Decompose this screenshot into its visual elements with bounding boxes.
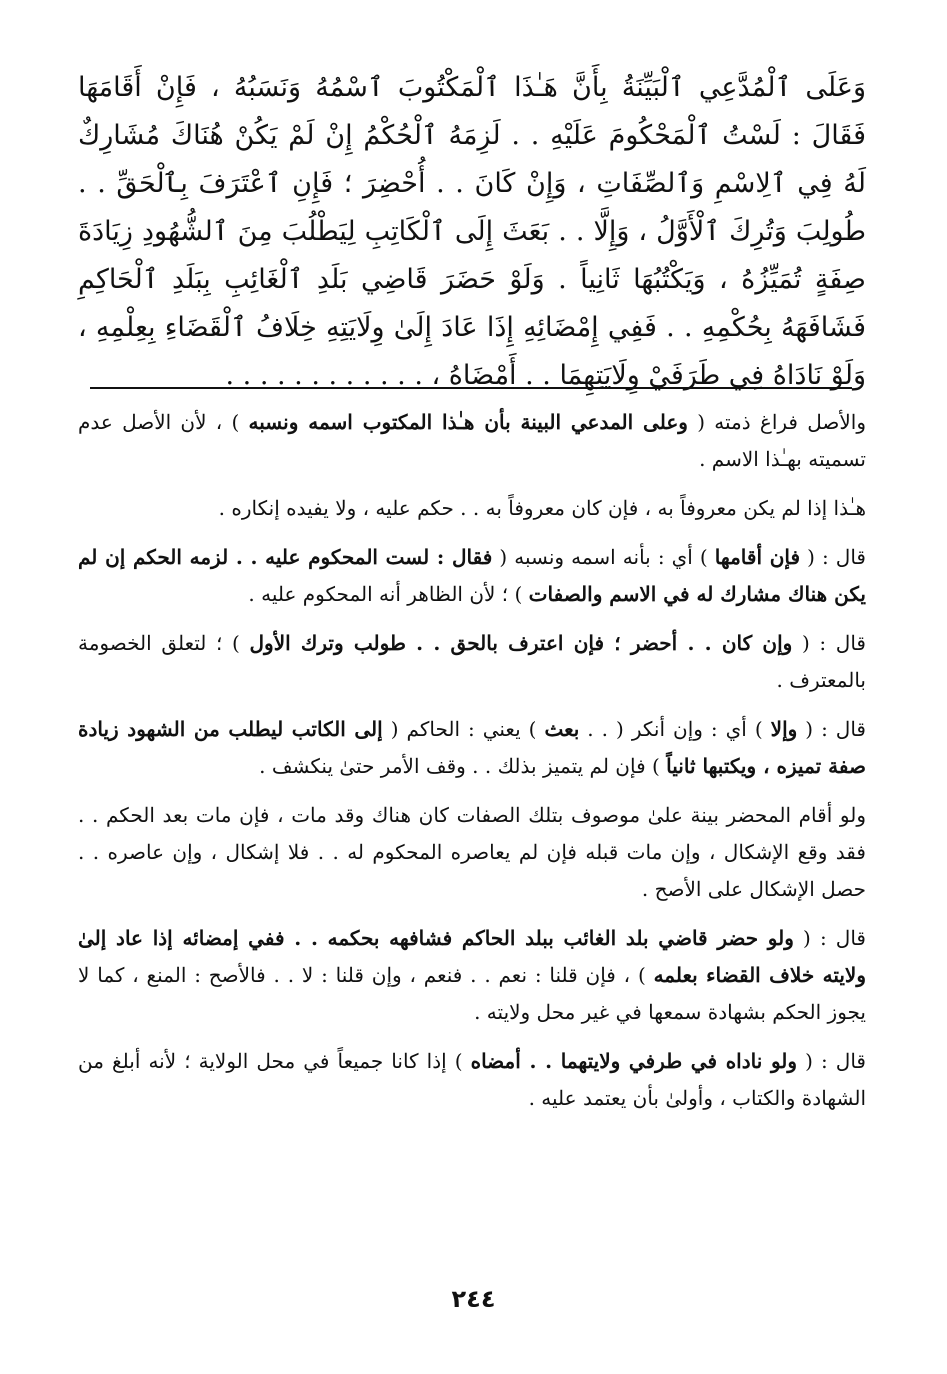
quoted-matn-text: وإلا (770, 717, 798, 741)
commentary-paragraph (78, 797, 866, 908)
commentary-text: ) إذا كانا جميعاً في محل الولاية ؛ لأنه أبلغ من الشهادة والكتاب ، وأولىٰ بأن يعتمد عليه . (78, 1049, 866, 1110)
commentary-text: هـٰذا إذا لم يكن معروفاً به ، فإن كان معروفاً به . . حكم عليه ، ولا يفيده إنكاره . (218, 496, 866, 520)
commentary-text: ) ، فإن قلنا : نعم . . فنعم ، وإن قلنا : لا . . فالأصح : المنع ، كما لا يجوز الحكم بشهادة سمعها في غير محل ولايته . (78, 963, 866, 1024)
quoted-matn-text: فإن أقامها (714, 545, 801, 569)
commentary-text: قال : ( (797, 1049, 866, 1073)
quoted-matn-text: وعلى المدعي البينة بأن هـٰذا المكتوب اسمه ونسبه (248, 410, 688, 434)
quoted-matn-text: وإن كان . . أحضر ؛ فإن اعترف بالحق . . طولب وترك الأول (249, 631, 793, 655)
quoted-matn-text: بعث (544, 717, 580, 741)
quoted-matn-text: ولو حضر قاضي بلد الغائب ببلد الحاكم فشافهه بحكمه . . ففي إمضائه إذا عاد إلىٰ ولايته خلاف القضاء بعلمه (78, 926, 866, 987)
commentary-paragraph (78, 539, 866, 613)
footnote-divider (90, 387, 852, 389)
commentary-paragraph (78, 1043, 866, 1117)
commentary-text: ولو أقام المحضر بينة علىٰ موصوف بتلك الصفات كان هناك وقد مات ، فإن مات بعد الحكم . . فقد وقع الإشكال ، وإن مات قبله فإن لم يعاصره المحكوم له . . فلا إشكال ، وإن عاصره . . حصل الإشكال على الأصح . (78, 803, 866, 901)
page-number: ٢٤٤ (451, 1285, 496, 1313)
quoted-matn-text: إلى الكاتب ليطلب من الشهود زيادة صفة تميزه ، ويكتبها ثانياً (78, 717, 866, 778)
quoted-matn-text: ولو ناداه في طرفي ولايتهما . . أمضاه (470, 1049, 798, 1073)
commentary-paragraph (78, 490, 866, 527)
commentary-text: قال : ( (797, 717, 866, 741)
commentary-text: والأصل فراغ ذمته ( (687, 410, 866, 434)
commentary-text: قال : ( (792, 631, 866, 655)
commentary-text: ) فإن لم يتميز بذلك . . وقف الأمر حتىٰ ينكشف . (259, 754, 667, 778)
commentary-text: ) ؛ لتعلق الخصومة بالمعترف . (78, 631, 866, 692)
commentary-paragraph (78, 625, 866, 699)
commentary-text: ) يعني : الحاكم ( (382, 717, 545, 741)
commentary-text: قال : ( (793, 926, 866, 950)
commentary-text: ) أي : وإن أنكر ( . . (579, 717, 771, 741)
sharh-commentary (78, 404, 866, 1129)
matn-text (78, 64, 866, 400)
commentary-paragraph (78, 711, 866, 785)
commentary-text: ) ، لأن الأصل عدم تسميته بهـٰذا الاسم . (78, 410, 866, 471)
commentary-paragraph (78, 920, 866, 1031)
commentary-text: قال : ( (800, 545, 866, 569)
commentary-text: ) أي : بأنه اسمه ونسبه ( (492, 545, 715, 569)
commentary-paragraph (78, 404, 866, 478)
matn-paragraph: وَعَلَى ٱلْمُدَّعِي ٱلْبَيِّنَةُ بِأَنَّ هَـٰذَا ٱلْمَكْتُوبَ ٱسْمُهُ وَنَسَبُهُ ، فَإِنْ أَقَامَهَا فَقَالَ : لَسْتُ ٱلْمَحْكُومَ عَلَيْهِ . . لَزِمَهُ ٱلْحُكْمُ إِنْ لَمْ يَكُنْ هُنَاكَ مُشَارِكٌ لَهُ فِي ٱلِاسْمِ وَٱلصِّفَاتِ ، وَإِنْ كَانَ . . أُحْضِرَ ؛ فَإِنِ ٱعْتَرَفَ بِٱلْحَقِّ . . طُولِبَ وَتُرِكَ ٱلْأَوَّلُ ، وَإِلَّا . . بَعَثَ إِلَى ٱلْكَاتِبِ لِيَطْلُبَ مِنَ ٱلشُّهُودِ زِيَادَةَ صِفَةٍ تُمَيِّزُهُ ، وَيَكْتُبُهَا ثَانِياً . وَلَوْ حَضَرَ قَاضِي بَلَدِ ٱلْغَائِبِ بِبَلَدِ ٱلْحَاكِمِ فَشَافَهَهُ بِحُكْمِهِ . . فَفِي إِمْضَائِهِ إِذَا عَادَ إِلَىٰ وِلَايَتِهِ خِلَافُ ٱلْقَضَاءِ بِعِلْمِهِ ، وَلَوْ نَادَاهُ فِي طَرَفَيْ وِلَايَتِهِمَا . . أَمْضَاهُ ، . . . . . . . . . . . . (78, 72, 866, 391)
commentary-text: ) ؛ لأن الظاهر أنه المحكوم عليه . (248, 582, 529, 606)
quoted-matn-text: فقال : لست المحكوم عليه . . لزمه الحكم إن لم يكن هناك مشارك له في الاسم والصفات (78, 545, 866, 606)
